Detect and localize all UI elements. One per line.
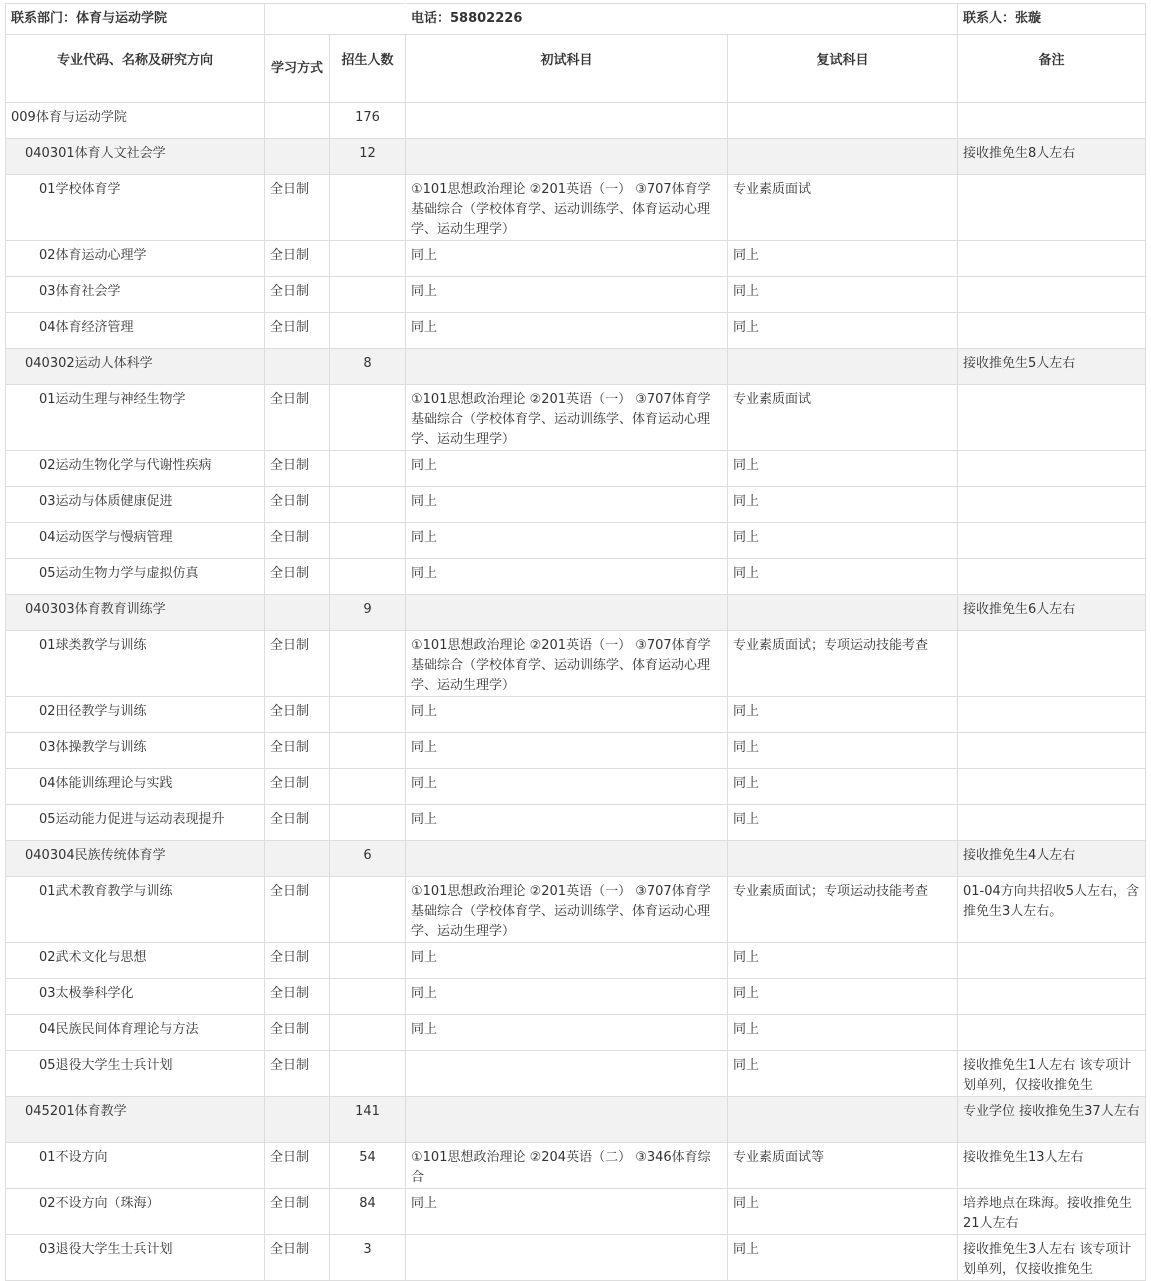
remarks-cell	[958, 979, 1146, 1015]
study-mode-cell: 全日制	[265, 523, 330, 559]
major-name-cell: 05运动能力促进与运动表现提升	[6, 805, 265, 841]
initial-exam-subjects-cell: 同上	[406, 979, 728, 1015]
initial-exam-subjects-cell	[406, 139, 728, 175]
retest-subjects-cell: 同上	[728, 979, 958, 1015]
enrollment-quota-cell	[330, 313, 406, 349]
remarks-cell: 接收推免生3人左右 该专项计划单列，仅接收推免生	[958, 1235, 1146, 1281]
remarks-cell: 接收推免生8人左右	[958, 139, 1146, 175]
table-row	[6, 385, 1146, 451]
enrollment-quota-cell: 3	[330, 1235, 406, 1281]
table-row	[6, 733, 1146, 769]
retest-subjects-cell	[728, 841, 958, 877]
table-row	[6, 1189, 1146, 1235]
study-mode-cell: 全日制	[265, 733, 330, 769]
major-name-cell: 02运动生物化学与代谢性疾病	[6, 451, 265, 487]
initial-exam-subjects-cell: 同上	[406, 241, 728, 277]
remarks-cell	[958, 277, 1146, 313]
table-row	[6, 313, 1146, 349]
major-name-cell: 009体育与运动学院	[6, 103, 265, 139]
initial-exam-subjects-cell	[406, 1235, 728, 1281]
enrollment-quota-cell: 84	[330, 1189, 406, 1235]
study-mode-cell	[265, 139, 330, 175]
initial-exam-subjects-cell: 同上	[406, 805, 728, 841]
table-row	[6, 1015, 1146, 1051]
initial-exam-subjects-cell: 同上	[406, 697, 728, 733]
table-row	[6, 1097, 1146, 1143]
initial-exam-subjects-cell	[406, 103, 728, 139]
major-name-cell: 02不设方向（珠海）	[6, 1189, 265, 1235]
col-header-major: 专业代码、名称及研究方向	[6, 35, 265, 103]
remarks-cell: 接收推免生5人左右	[958, 349, 1146, 385]
enrollment-quota-cell	[330, 277, 406, 313]
retest-subjects-cell: 同上	[728, 523, 958, 559]
major-name-cell: 04民族民间体育理论与方法	[6, 1015, 265, 1051]
table-row	[6, 487, 1146, 523]
major-name-cell: 03体操教学与训练	[6, 733, 265, 769]
major-name-cell: 01武术教育教学与训练	[6, 877, 265, 943]
retest-subjects-cell: 同上	[728, 451, 958, 487]
study-mode-cell: 全日制	[265, 313, 330, 349]
study-mode-cell: 全日制	[265, 385, 330, 451]
table-row	[6, 769, 1146, 805]
remarks-cell	[958, 769, 1146, 805]
major-name-cell: 04运动医学与慢病管理	[6, 523, 265, 559]
col-header-note: 备注	[958, 35, 1146, 103]
remarks-cell: 专业学位 接收推免生37人左右	[958, 1097, 1146, 1143]
retest-subjects-cell: 同上	[728, 1051, 958, 1097]
major-name-cell: 01运动生理与神经生物学	[6, 385, 265, 451]
initial-exam-subjects-cell	[406, 1097, 728, 1143]
study-mode-cell	[265, 595, 330, 631]
retest-subjects-cell: 同上	[728, 943, 958, 979]
remarks-cell	[958, 175, 1146, 241]
study-mode-cell	[265, 103, 330, 139]
initial-exam-subjects-cell: 同上	[406, 559, 728, 595]
enrollment-quota-cell	[330, 487, 406, 523]
retest-subjects-cell	[728, 139, 958, 175]
study-mode-cell: 全日制	[265, 697, 330, 733]
study-mode-cell: 全日制	[265, 805, 330, 841]
table-row	[6, 877, 1146, 943]
contact-phone: 电话：58802226	[406, 4, 958, 35]
retest-subjects-cell: 同上	[728, 805, 958, 841]
table-row	[6, 559, 1146, 595]
table-row	[6, 1051, 1146, 1097]
study-mode-cell: 全日制	[265, 241, 330, 277]
retest-subjects-cell: 专业素质面试；专项运动技能考查	[728, 877, 958, 943]
table-row	[6, 277, 1146, 313]
initial-exam-subjects-cell: ①101思想政治理论 ②201英语（一） ③707体育学基础综合（学校体育学、运动训练学、体育运动心理学、运动生理学）	[406, 175, 728, 241]
study-mode-cell	[265, 841, 330, 877]
initial-exam-subjects-cell	[406, 841, 728, 877]
major-name-cell: 03太极拳科学化	[6, 979, 265, 1015]
study-mode-cell	[265, 349, 330, 385]
major-name-cell: 040302运动人体科学	[6, 349, 265, 385]
enrollment-quota-cell	[330, 877, 406, 943]
study-mode-cell: 全日制	[265, 559, 330, 595]
retest-subjects-cell: 专业素质面试	[728, 175, 958, 241]
initial-exam-subjects-cell	[406, 349, 728, 385]
spacer-cell	[265, 4, 406, 35]
major-name-cell: 03退役大学生士兵计划	[6, 1235, 265, 1281]
retest-subjects-cell: 同上	[728, 313, 958, 349]
enrollment-quota-cell: 9	[330, 595, 406, 631]
enrollment-quota-cell: 12	[330, 139, 406, 175]
enrollment-quota-cell	[330, 943, 406, 979]
remarks-cell	[958, 943, 1146, 979]
table-row	[6, 175, 1146, 241]
initial-exam-subjects-cell: 同上	[406, 1189, 728, 1235]
retest-subjects-cell: 同上	[728, 1189, 958, 1235]
remarks-cell: 培养地点在珠海。接收推免生21人左右	[958, 1189, 1146, 1235]
study-mode-cell: 全日制	[265, 877, 330, 943]
retest-subjects-cell: 同上	[728, 277, 958, 313]
study-mode-cell: 全日制	[265, 631, 330, 697]
major-name-cell: 03运动与体质健康促进	[6, 487, 265, 523]
initial-exam-subjects-cell: ①101思想政治理论 ②201英语（一） ③707体育学基础综合（学校体育学、运动训练学、体育运动心理学、运动生理学）	[406, 631, 728, 697]
enrollment-quota-cell: 8	[330, 349, 406, 385]
major-name-cell: 05运动生物力学与虚拟仿真	[6, 559, 265, 595]
retest-subjects-cell: 同上	[728, 697, 958, 733]
table-row	[6, 841, 1146, 877]
enrollment-quota-cell	[330, 175, 406, 241]
enrollment-quota-cell	[330, 697, 406, 733]
table-row	[6, 1235, 1146, 1281]
catalog-table	[5, 3, 1146, 1281]
major-name-cell: 04体能训练理论与实践	[6, 769, 265, 805]
table-row	[6, 139, 1146, 175]
enrollment-quota-cell	[330, 451, 406, 487]
admission-catalog	[5, 3, 1145, 1281]
retest-subjects-cell: 同上	[728, 487, 958, 523]
remarks-cell	[958, 523, 1146, 559]
remarks-cell	[958, 1015, 1146, 1051]
table-row	[6, 805, 1146, 841]
remarks-cell: 接收推免生1人左右 该专项计划单列，仅接收推免生	[958, 1051, 1146, 1097]
major-name-cell: 02武术文化与思想	[6, 943, 265, 979]
enrollment-quota-cell: 54	[330, 1143, 406, 1189]
study-mode-cell: 全日制	[265, 451, 330, 487]
retest-subjects-cell	[728, 103, 958, 139]
retest-subjects-cell: 同上	[728, 1015, 958, 1051]
enrollment-quota-cell	[330, 979, 406, 1015]
contact-department: 联系部门：体育与运动学院	[6, 4, 265, 35]
retest-subjects-cell: 专业素质面试；专项运动技能考查	[728, 631, 958, 697]
study-mode-cell: 全日制	[265, 1015, 330, 1051]
table-row	[6, 595, 1146, 631]
initial-exam-subjects-cell: 同上	[406, 451, 728, 487]
study-mode-cell: 全日制	[265, 487, 330, 523]
retest-subjects-cell: 同上	[728, 1235, 958, 1281]
retest-subjects-cell: 专业素质面试	[728, 385, 958, 451]
remarks-cell	[958, 241, 1146, 277]
initial-exam-subjects-cell: 同上	[406, 769, 728, 805]
initial-exam-subjects-cell: ①101思想政治理论 ②204英语（二） ③346体育综合	[406, 1143, 728, 1189]
remarks-cell: 接收推免生4人左右	[958, 841, 1146, 877]
remarks-cell	[958, 451, 1146, 487]
table-row	[6, 451, 1146, 487]
enrollment-quota-cell: 6	[330, 841, 406, 877]
col-header-mode: 学习方式	[265, 35, 330, 103]
remarks-cell	[958, 559, 1146, 595]
initial-exam-subjects-cell: 同上	[406, 943, 728, 979]
retest-subjects-cell: 同上	[728, 559, 958, 595]
col-header-quota: 招生人数	[330, 35, 406, 103]
major-name-cell: 05退役大学生士兵计划	[6, 1051, 265, 1097]
major-name-cell: 040301体育人文社会学	[6, 139, 265, 175]
initial-exam-subjects-cell	[406, 595, 728, 631]
remarks-cell	[958, 313, 1146, 349]
initial-exam-subjects-cell: 同上	[406, 1015, 728, 1051]
remarks-cell	[958, 487, 1146, 523]
table-row	[6, 943, 1146, 979]
major-name-cell: 045201体育教学	[6, 1097, 265, 1143]
major-name-cell: 040304民族传统体育学	[6, 841, 265, 877]
table-row	[6, 349, 1146, 385]
remarks-cell	[958, 631, 1146, 697]
study-mode-cell	[265, 1097, 330, 1143]
enrollment-quota-cell	[330, 1051, 406, 1097]
remarks-cell	[958, 697, 1146, 733]
table-row	[6, 697, 1146, 733]
study-mode-cell: 全日制	[265, 979, 330, 1015]
enrollment-quota-cell: 141	[330, 1097, 406, 1143]
remarks-cell: 接收推免生6人左右	[958, 595, 1146, 631]
major-name-cell: 01学校体育学	[6, 175, 265, 241]
table-row	[6, 241, 1146, 277]
major-name-cell: 02体育运动心理学	[6, 241, 265, 277]
col-header-exam2: 复试科目	[728, 35, 958, 103]
contact-info-row	[6, 4, 1146, 35]
table-row	[6, 103, 1146, 139]
remarks-cell	[958, 733, 1146, 769]
initial-exam-subjects-cell: 同上	[406, 733, 728, 769]
study-mode-cell: 全日制	[265, 277, 330, 313]
initial-exam-subjects-cell: 同上	[406, 523, 728, 559]
retest-subjects-cell	[728, 349, 958, 385]
major-name-cell: 01不设方向	[6, 1143, 265, 1189]
initial-exam-subjects-cell: ①101思想政治理论 ②201英语（一） ③707体育学基础综合（学校体育学、运动训练学、体育运动心理学、运动生理学）	[406, 385, 728, 451]
study-mode-cell: 全日制	[265, 1235, 330, 1281]
initial-exam-subjects-cell: 同上	[406, 313, 728, 349]
enrollment-quota-cell	[330, 631, 406, 697]
enrollment-quota-cell	[330, 385, 406, 451]
study-mode-cell: 全日制	[265, 769, 330, 805]
contact-person: 联系人：张璇	[958, 4, 1146, 35]
retest-subjects-cell: 同上	[728, 733, 958, 769]
remarks-cell: 接收推免生13人左右	[958, 1143, 1146, 1189]
initial-exam-subjects-cell: ①101思想政治理论 ②201英语（一） ③707体育学基础综合（学校体育学、运动训练学、体育运动心理学、运动生理学）	[406, 877, 728, 943]
study-mode-cell: 全日制	[265, 943, 330, 979]
table-row	[6, 523, 1146, 559]
major-name-cell: 03体育社会学	[6, 277, 265, 313]
initial-exam-subjects-cell: 同上	[406, 277, 728, 313]
enrollment-quota-cell	[330, 805, 406, 841]
initial-exam-subjects-cell: 同上	[406, 487, 728, 523]
study-mode-cell: 全日制	[265, 175, 330, 241]
remarks-cell	[958, 385, 1146, 451]
initial-exam-subjects-cell	[406, 1051, 728, 1097]
retest-subjects-cell: 专业素质面试等	[728, 1143, 958, 1189]
major-name-cell: 04体育经济管理	[6, 313, 265, 349]
study-mode-cell: 全日制	[265, 1189, 330, 1235]
retest-subjects-cell: 同上	[728, 769, 958, 805]
enrollment-quota-cell: 176	[330, 103, 406, 139]
enrollment-quota-cell	[330, 523, 406, 559]
enrollment-quota-cell	[330, 559, 406, 595]
major-name-cell: 02田径教学与训练	[6, 697, 265, 733]
col-header-exam1: 初试科目	[406, 35, 728, 103]
study-mode-cell: 全日制	[265, 1143, 330, 1189]
enrollment-quota-cell	[330, 733, 406, 769]
major-name-cell: 01球类教学与训练	[6, 631, 265, 697]
retest-subjects-cell: 同上	[728, 241, 958, 277]
major-name-cell: 040303体育教育训练学	[6, 595, 265, 631]
enrollment-quota-cell	[330, 769, 406, 805]
remarks-cell: 01-04方向共招收5人左右，含推免生3人左右。	[958, 877, 1146, 943]
retest-subjects-cell	[728, 595, 958, 631]
remarks-cell	[958, 103, 1146, 139]
enrollment-quota-cell	[330, 241, 406, 277]
table-row	[6, 1143, 1146, 1189]
study-mode-cell: 全日制	[265, 1051, 330, 1097]
column-header-row	[6, 35, 1146, 103]
retest-subjects-cell	[728, 1097, 958, 1143]
enrollment-quota-cell	[330, 1015, 406, 1051]
table-row	[6, 631, 1146, 697]
table-row	[6, 979, 1146, 1015]
remarks-cell	[958, 805, 1146, 841]
